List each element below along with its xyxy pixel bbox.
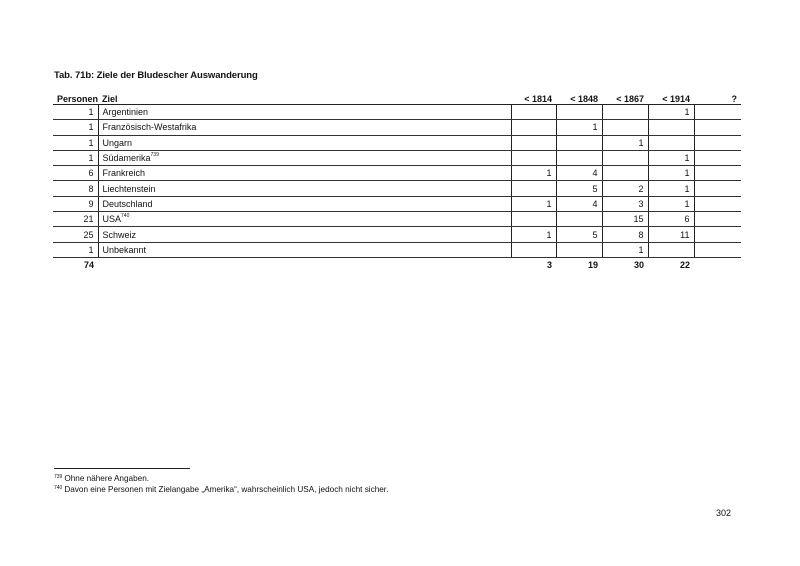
cell-before-1848: [556, 242, 602, 257]
cell-before-1848: [556, 212, 602, 227]
cell-before-1848: [556, 135, 602, 150]
footnote-reference: 740: [121, 213, 130, 220]
cell-before-1867: [602, 105, 648, 120]
cell-personen: 6: [53, 166, 98, 181]
cell-before-1814: [511, 120, 556, 135]
cell-before-1914: 1: [648, 196, 694, 211]
footnote-740: [54, 484, 388, 495]
header-row: [53, 91, 741, 105]
emigration-destinations-table: [53, 91, 741, 272]
cell-ziel: [98, 105, 511, 120]
cell-before-1848: 1: [556, 120, 602, 135]
cell-before-1814: [511, 181, 556, 196]
cell-before-1814: 1: [511, 227, 556, 242]
cell-before-1848: [556, 105, 602, 120]
cell-unknown: [694, 120, 741, 135]
cell-before-1914: 6: [648, 212, 694, 227]
cell-before-1914: 1: [648, 181, 694, 196]
cell-before-1867: 1: [602, 135, 648, 150]
cell-unknown: [694, 166, 741, 181]
cell-unknown: [694, 212, 741, 227]
footnote-separator: [54, 468, 190, 469]
header-ziel: Ziel: [98, 91, 511, 105]
cell-before-1814: [511, 242, 556, 257]
cell-personen: 1: [53, 150, 98, 165]
footnote-text: Davon eine Personen mit Zielangabe „Amerika“, wahrscheinlich USA, jedoch nicht sicher.: [64, 485, 389, 494]
cell-personen: 25: [53, 227, 98, 242]
cell-unknown: [694, 135, 741, 150]
cell-before-1848: [556, 150, 602, 165]
totals-row: [53, 257, 741, 272]
cell-personen: 1: [53, 242, 98, 257]
cell-before-1814: [511, 212, 556, 227]
cell-personen: 21: [53, 212, 98, 227]
cell-before-1867: 1: [602, 242, 648, 257]
destination-name: Deutschland: [102, 198, 153, 209]
footnote-739: [54, 473, 388, 484]
cell-before-1914: 1: [648, 150, 694, 165]
cell-before-1867: [602, 166, 648, 181]
cell-unknown: [694, 227, 741, 242]
destination-name: Schweiz: [102, 229, 137, 240]
cell-personen: 1: [53, 120, 98, 135]
cell-ziel: [98, 120, 511, 135]
cell-ziel: [98, 181, 511, 196]
footnote-reference: 739: [150, 152, 159, 159]
footnotes: [54, 473, 388, 495]
cell-before-1867: 3: [602, 196, 648, 211]
cell-ziel: [98, 212, 511, 227]
total-before-1848: 19: [556, 257, 602, 272]
total-before-1914: 22: [648, 257, 694, 272]
destination-name: Unbekannt: [102, 244, 147, 255]
table-row: [53, 181, 741, 196]
total-before-1814: 3: [511, 257, 556, 272]
cell-before-1914: 11: [648, 227, 694, 242]
cell-ziel: [98, 166, 511, 181]
total-ziel: [98, 257, 511, 272]
cell-before-1914: [648, 135, 694, 150]
cell-before-1848: 4: [556, 196, 602, 211]
total-personen: 74: [53, 257, 98, 272]
table-row: [53, 227, 741, 242]
cell-ziel: [98, 242, 511, 257]
cell-before-1914: [648, 120, 694, 135]
table-row: [53, 105, 741, 120]
cell-before-1814: [511, 105, 556, 120]
table-row: [53, 120, 741, 135]
cell-before-1914: 1: [648, 105, 694, 120]
cell-unknown: [694, 196, 741, 211]
cell-before-1814: 1: [511, 196, 556, 211]
cell-personen: 9: [53, 196, 98, 211]
destination-name: Liechtenstein: [102, 183, 156, 194]
total-unknown: [694, 257, 741, 272]
footnote-number: 740: [54, 485, 63, 491]
cell-ziel: [98, 135, 511, 150]
footnote-number: 739: [54, 474, 63, 480]
cell-personen: 8: [53, 181, 98, 196]
destination-name: Ungarn: [102, 137, 133, 148]
destination-name: Frankreich: [102, 168, 146, 179]
cell-before-1814: [511, 150, 556, 165]
table-row: [53, 196, 741, 211]
cell-before-1867: 2: [602, 181, 648, 196]
cell-before-1867: [602, 120, 648, 135]
cell-ziel: [98, 196, 511, 211]
cell-unknown: [694, 242, 741, 257]
destination-name: Südamerika: [102, 153, 151, 164]
table-row: [53, 166, 741, 181]
cell-before-1867: 15: [602, 212, 648, 227]
cell-before-1814: [511, 135, 556, 150]
cell-unknown: [694, 181, 741, 196]
table-row: [53, 242, 741, 257]
cell-personen: 1: [53, 105, 98, 120]
header-before-1814: < 1814: [511, 91, 556, 105]
cell-ziel: [98, 150, 511, 165]
header-before-1867: < 1867: [602, 91, 648, 105]
cell-unknown: [694, 105, 741, 120]
footnote-text: Ohne nähere Angaben.: [64, 474, 150, 483]
cell-personen: 1: [53, 135, 98, 150]
destination-name: Argentinien: [102, 107, 149, 118]
cell-before-1867: 8: [602, 227, 648, 242]
total-before-1867: 30: [602, 257, 648, 272]
page-number: 302: [716, 508, 732, 518]
destination-name: Französisch-Westafrika: [102, 122, 197, 133]
table-row: [53, 135, 741, 150]
header-unknown: ?: [694, 91, 741, 105]
cell-ziel: [98, 227, 511, 242]
cell-before-1914: 1: [648, 166, 694, 181]
cell-unknown: [694, 150, 741, 165]
destination-name: USA: [102, 214, 122, 225]
header-before-1848: < 1848: [556, 91, 602, 105]
table-row: [53, 212, 741, 227]
cell-before-1848: 4: [556, 166, 602, 181]
cell-before-1848: 5: [556, 181, 602, 196]
table-row: [53, 150, 741, 165]
cell-before-1914: [648, 242, 694, 257]
header-personen: Personen: [53, 91, 98, 105]
cell-before-1848: 5: [556, 227, 602, 242]
cell-before-1867: [602, 150, 648, 165]
table-title: Tab. 71b: Ziele der Bludescher Auswanderung: [54, 70, 258, 81]
cell-before-1814: 1: [511, 166, 556, 181]
header-before-1914: < 1914: [648, 91, 694, 105]
